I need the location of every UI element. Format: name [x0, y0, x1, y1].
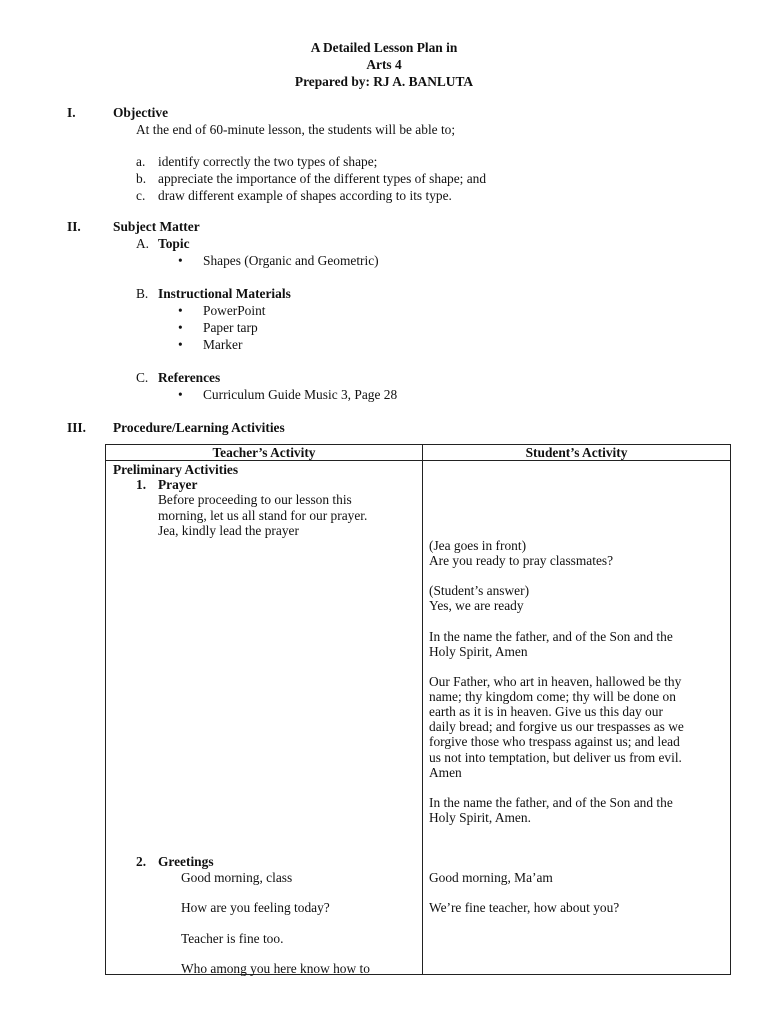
- column-header-student: Student’s Activity: [423, 445, 731, 461]
- student-line: forgive those who trespass against us; and lead: [429, 734, 680, 749]
- student-line: Amen: [429, 765, 462, 780]
- section-heading-objective: Objective: [113, 105, 169, 120]
- prepared-by: Prepared by: RJ A. BANLUTA: [294, 74, 474, 89]
- student-activity-cell: [423, 461, 731, 975]
- teacher-line: Jea, kindly lead the prayer: [158, 523, 299, 538]
- references-bullet-item: • Curriculum Guide Music 3, Page 28: [203, 386, 397, 403]
- document-title: A Detailed Lesson Plan in: [310, 40, 458, 55]
- teacher-line: Before proceeding to our lesson this: [158, 492, 352, 507]
- section-numeral-subject-matter: II.: [67, 219, 81, 234]
- subsection-heading-materials: Instructional Materials: [158, 286, 291, 301]
- student-line: Are you ready to pray classmates?: [429, 553, 614, 568]
- student-line: Holy Spirit, Amen: [429, 644, 528, 659]
- column-header-teacher: Teacher’s Activity: [106, 445, 423, 461]
- student-line: (Jea goes in front): [429, 538, 527, 553]
- section-heading-procedure: Procedure/Learning Activities: [113, 420, 285, 435]
- teacher-line: How are you feeling today?: [181, 900, 330, 915]
- student-line: Our Father, who art in heaven, hallowed be thy: [429, 674, 682, 689]
- objective-intro: At the end of 60-minute lesson, the students will be able to;: [136, 122, 456, 137]
- student-line: Holy Spirit, Amen.: [429, 810, 531, 825]
- teacher-activity-cell: [106, 461, 423, 975]
- objective-letter: c.: [136, 188, 146, 203]
- materials-bullet-item: • Paper tarp: [203, 319, 258, 336]
- teacher-line: Who among you here know how to: [181, 961, 370, 976]
- student-line: Yes, we are ready: [429, 598, 524, 613]
- student-line: Good morning, Ma’am: [429, 870, 553, 885]
- subsection-letter-materials: B.: [136, 286, 149, 301]
- teacher-line: morning, let us all stand for our prayer.: [158, 508, 368, 523]
- greetings-number: 2.: [136, 854, 147, 869]
- greetings-heading: Greetings: [158, 854, 214, 869]
- student-line: In the name the father, and of the Son and the: [429, 629, 673, 644]
- subsection-letter-references: C.: [136, 370, 149, 385]
- section-numeral-procedure: III.: [67, 420, 86, 435]
- objective-letter: b.: [136, 171, 147, 186]
- section-numeral-objective: I.: [67, 105, 76, 120]
- section-heading-subject-matter: Subject Matter: [113, 219, 200, 234]
- student-line: In the name the father, and of the Son and the: [429, 795, 673, 810]
- objective-item: identify correctly the two types of shape;: [158, 154, 378, 169]
- preliminary-activities-heading: Preliminary Activities: [113, 462, 239, 477]
- subsection-letter-topic: A.: [136, 236, 150, 251]
- student-line: (Student’s answer): [429, 583, 530, 598]
- objective-letter: a.: [136, 154, 146, 169]
- activity-table: [105, 444, 731, 975]
- prayer-number: 1.: [136, 477, 147, 492]
- subsection-heading-references: References: [158, 370, 221, 385]
- student-line: We’re fine teacher, how about you?: [429, 900, 620, 915]
- objective-item: appreciate the importance of the different types of shape; and: [158, 171, 487, 186]
- teacher-line: Good morning, class: [181, 870, 293, 885]
- materials-bullet-item: • PowerPoint: [203, 302, 266, 319]
- topic-bullet-item: • Shapes (Organic and Geometric): [203, 252, 379, 269]
- teacher-line: Teacher is fine too.: [181, 931, 284, 946]
- student-line: daily bread; and forgive us our trespasses as we: [429, 719, 684, 734]
- materials-bullet-item: • Marker: [203, 336, 242, 353]
- subsection-heading-topic: Topic: [158, 236, 190, 251]
- objective-item: draw different example of shapes according to its type.: [158, 188, 452, 203]
- student-line: earth as it is in heaven. Give us this day our: [429, 704, 663, 719]
- student-line: us not into temptation, but deliver us from evil.: [429, 750, 682, 765]
- document-subject: Arts 4: [366, 57, 402, 72]
- prayer-heading: Prayer: [158, 477, 198, 492]
- student-line: name; thy kingdom come; thy will be done on: [429, 689, 676, 704]
